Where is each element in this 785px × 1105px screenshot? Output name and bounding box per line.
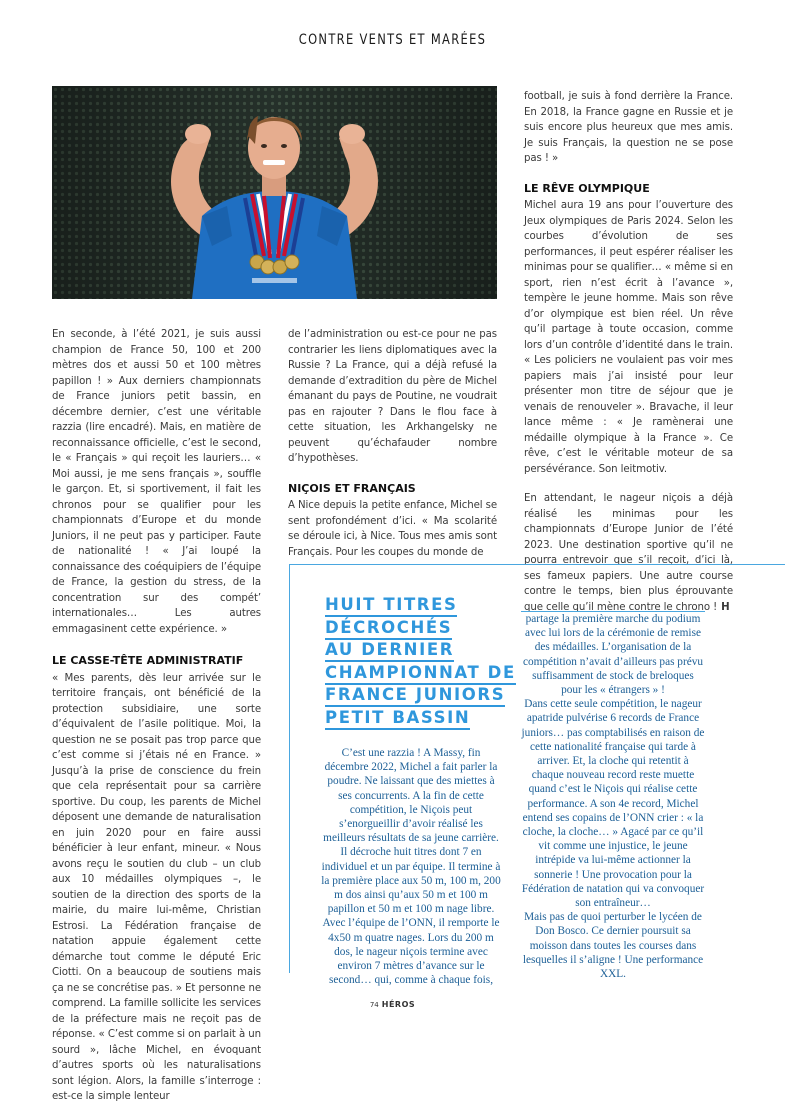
article-column-3	[524, 89, 733, 615]
sidebar-paragraph: partage la première marche du podium avec lui lors de la cérémonie de remise des médailles. L’organisation de la compétition n’avait d’ailleurs pas prévu suffisamment de stock de breloques pour les « étrangers » !	[522, 613, 704, 697]
athlete-photo	[52, 86, 497, 299]
subheading-reve-olympique: LE RÊVE OLYMPIQUE	[524, 181, 650, 195]
section-title: CONTRE VENTS ET MARÉES	[298, 32, 487, 48]
sidebar-right-column	[521, 611, 705, 981]
sidebar-title-line: FRANCE JUNIORS	[325, 685, 505, 707]
sidebar-title-line: CHAMPIONNAT DE	[325, 663, 516, 685]
subheading-nicois-francais: NIÇOIS ET FRANÇAIS	[288, 481, 416, 495]
athlete-photo-illustration	[52, 86, 497, 299]
magazine-brand-logo: HÉROS	[381, 1000, 416, 1009]
sidebar-title-line: DÉCROCHÉS	[325, 618, 452, 640]
article-paragraph: « Mes parents, dès leur arrivée sur le territoire français, ont bénéficié de la protection subsidiaire, une sorte d’équivalent de l’asile politique. Moi, la question ne se posait pas trop parce que c’est comme si j’étais né en France. » Jusqu’à la prise de conscience du frein que cela représentait pour sa carrière sportive. Du coup, les parents de Michel déposent une demande de naturalisation en juin 2020 pour en faire aussi bénéficier à leur enfant, mineur. « Nous avons reçu le soutien du club – un club aux 10 médailles olympiques –, le soutien de la direction des sports de la mairie, du maire lui-même, Christian Estrosi. La Fédération française de natation appuie également cette démarche tout comme le député Eric Ciotti. On a beaucoup de soutiens mais ça ne se concrétise pas. » Et personne ne comprend. La famille sollicite les services de la préfecture mais ne reçoit pas de réponse. « C’est comme si on parlait à un sourd », lâche Michel, en évoquant d’autres sports où les naturalisations sont légion. Alors, la famille s’interroge : est-ce la simple lenteur	[52, 672, 261, 1102]
article-final-text: En attendant, le nageur niçois a déjà réalisé les minimas pour les championnats d’Europe Junior de l’été 2023. Une destination sportive qu’il ne pourra entrevoir que s’il reçoit, d’ici là, ses fameux papiers. Une autre course contre le temps, bien plus éprouvante que celle qu’il mène contre le chrono !	[524, 493, 733, 613]
sidebar-left-column	[321, 746, 501, 987]
end-mark-logo: H	[721, 601, 730, 613]
sidebar-title-line: HUIT TITRES	[325, 595, 457, 617]
subheading-casse-tete: LE CASSE-TÊTE ADMINISTRATIF	[52, 654, 244, 667]
article-paragraph: A Nice depuis la petite enfance, Michel se sent profondément d’ici. « Ma scolarité se déroule ici, à Nice. Tous mes amis sont Français. Pour les coupes du monde de	[288, 500, 497, 558]
sidebar-box-title	[325, 594, 525, 729]
article-paragraph: de l’administration ou est-ce pour ne pas contrarier les liens diplomatiques avec la Russie ? La France, qui a déjà refusé la demande d’extradition du père de Michel émanant du pays de Poutine, ne voudrait pas en rajouter ? Dans le flou face à cette situation, les Arkhangelsky ne peuvent qu’échafauder nombre d’hypothèses.	[288, 329, 497, 464]
article-column-2	[288, 327, 497, 560]
article-paragraph: football, je suis à fond derrière la France. En 2018, la France gagne en Russie et je suis encore plus heureux que mes amis. Je suis Français, la question ne se pose pas ! »	[524, 91, 733, 164]
sidebar-paragraph: C’est une razzia ! A Massy, fin décembre 2022, Michel a fait parler la poudre. Ne laissant que des miettes à ses concurrents. A la fin de cette compétition, le Niçois peut s’enorgueillir d’avoir réalisé les meilleurs résultats de sa jeune carrière. Il décroche huit titres dont 7 en individuel et un par équipe. Il termine à la première place aux 50 m, 100 m, 200 m dos ainsi qu’aux 50 m et 100 m papillon et 50 m et 100 m nage libre. Avec l’équipe de l’ONN, il remporte le 4x50 m quatre nages. Lors du 200 m dos, le nageur niçois termine avec environ 7 mètres d’avance sur le second… qui, comme à chaque fois,	[321, 747, 501, 987]
article-paragraph: En seconde, à l’été 2021, je suis aussi champion de France 50, 100 et 200 mètres dos et aussi 50 et 100 mètres papillon ! » Aux derniers championnats de France juniors petit bassin, en décembre dernier, c’est une véritable razzia (lire encadré). Mais, en matière de reconnaissance officielle, c’est le second, le « Français » qui reçoit les lauriers… « Moi aussi, je me sens français », souffle le garçon. Et, si sportivement, il fait les chronos pour se qualifier pour les championnats d’Europe et du monde Juniors, il ne peut pas y participer. Faute de nationalité ! « J’ai loupé la connaissance des coéquipiers de l’équipe de France, la gestion du stress, de la concentration sur des compét’ internationales… Les autres emmagasinent cette expérience. »	[52, 329, 261, 635]
sidebar-paragraph: Dans cette seule compétition, le nageur apatride pulvérise 6 records de France juniors… pas comptabilisés en raison de cette nationalité française qui tarde à arriver. Et, la cloche qui retentit à chaque nouveau record reste muette quand c’est le Niçois qui réalise cette performance. A son 4e record, Michel entend ses copains de l’ONN crier : « la cloche, la cloche… » Agacé par ce qu’il vit comme une injustice, le jeune intrépide va lui-même actionner la sonnerie ! Une provocation pour la Fédération de natation qui va convoquer son entraîneur…	[521, 698, 705, 910]
sidebar-paragraph: Mais pas de quoi perturber le lycéen de Don Bosco. Ce dernier poursuit sa moisson dans toutes les courses dans lesquelles il s’aligne ! Une performance XXL.	[522, 911, 704, 981]
page-number: 74	[369, 1001, 379, 1009]
page-footer	[0, 1000, 785, 1009]
article-column-1	[52, 327, 261, 1105]
article-paragraph: Michel aura 19 ans pour l’ouverture des Jeux olympiques de Paris 2024. Selon les courbes d’évolution de ses performances, il peut espérer réaliser les minimas pour se qualifier… « même si en sport, rien n’est écrit à l’avance », tempère le jeune homme. Mais son rêve d’or olympique est bien réel. Un rêve qu’il partage à toute occasion, comme lors d’un contrôle d’identité dans le train. « Les policiers ne voulaient pas voir mes papiers mais j’ai insisté pour leur présenter mon titre de séjour que je venais de renouveler ». Bravache, il leur lance même : « Je ramènerai une médaille olympique à la France ». Ce rêve, c’est le véritable moteur de sa persévérance. Son leitmotiv.	[524, 200, 733, 475]
sidebar-title-line: AU DERNIER	[325, 640, 454, 662]
sidebar-title-line: PETIT BASSIN	[325, 708, 470, 730]
